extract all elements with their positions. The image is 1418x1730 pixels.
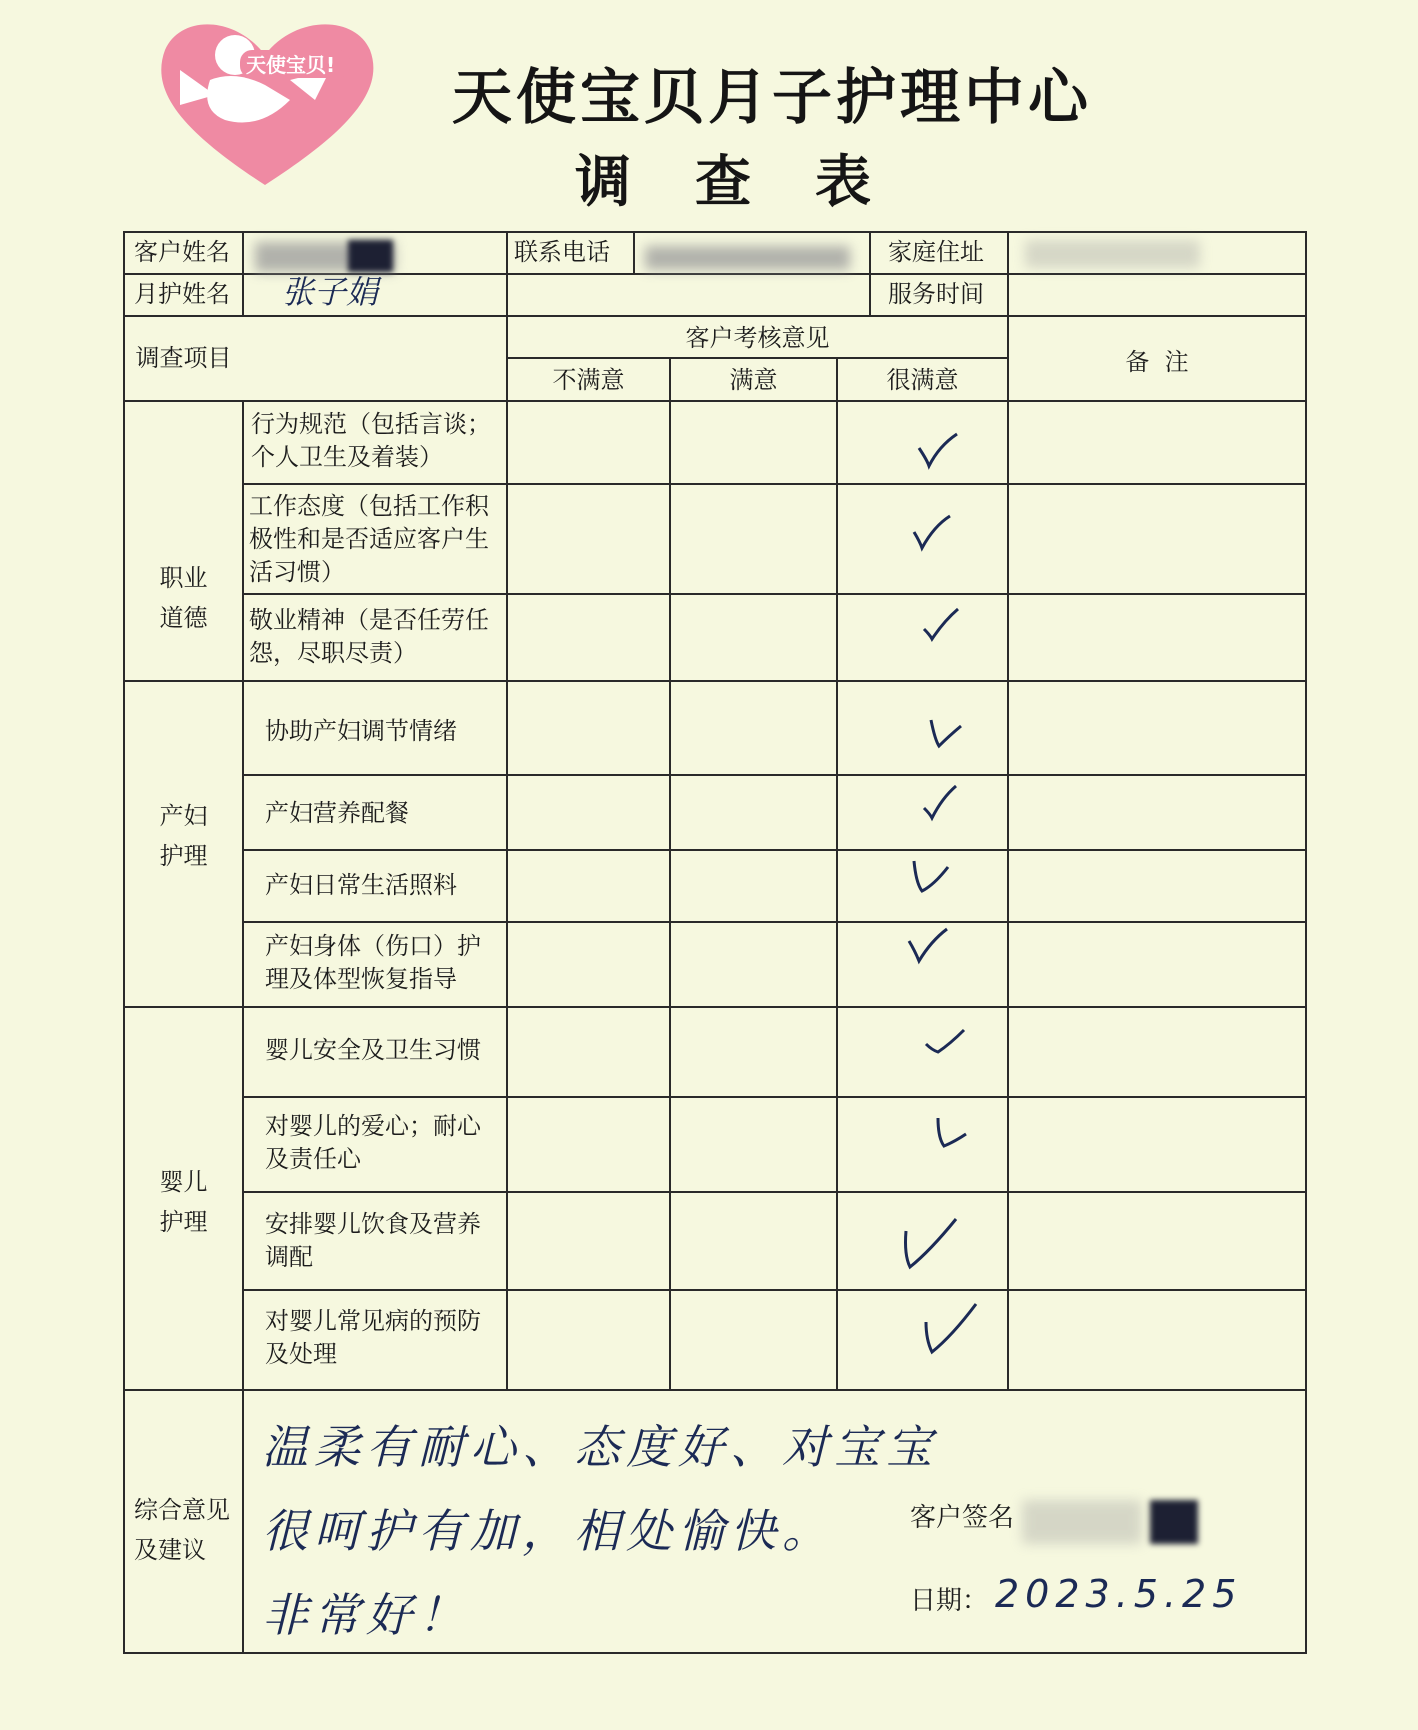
redacted-signature <box>1022 1500 1142 1544</box>
check-mark-icon <box>920 1300 980 1356</box>
check-mark-icon <box>910 512 956 552</box>
rating-satisfied: 满意 <box>729 366 778 394</box>
phone-label: 联系电话 <box>514 238 610 266</box>
nurse-name-value: 张子娟 <box>282 273 379 311</box>
date-value: 2023.5.25 <box>995 1572 1243 1616</box>
redacted-mark <box>1150 1500 1198 1544</box>
summary-handwriting: 温柔有耐心、态度好、对宝宝 很呵护有加，相处愉快。 非常好！ <box>262 1420 938 1642</box>
customer-name-label: 客户姓名 <box>134 238 230 266</box>
logo-text: 天使宝贝! <box>246 53 336 77</box>
check-mark-icon <box>925 712 971 752</box>
redacted-address <box>1025 240 1200 268</box>
category-maternal-care: 产妇 护理 <box>159 802 208 870</box>
check-mark-icon <box>900 1215 960 1271</box>
list-item: 协助产妇调节情绪 <box>265 717 457 745</box>
list-item: 行为规范（包括言谈； 个人卫生及着装） <box>251 410 491 471</box>
signature-label: 客户签名 <box>910 1503 1015 1533</box>
rating-dissatisfied: 不满意 <box>552 366 625 394</box>
list-item: 安排婴儿饮食及营养 调配 <box>265 1210 481 1271</box>
date-label: 日期： <box>910 1586 989 1616</box>
list-item: 产妇营养配餐 <box>265 799 409 827</box>
list-item: 产妇日常生活照料 <box>265 871 457 899</box>
address-label: 家庭住址 <box>888 238 984 266</box>
check-mark-icon <box>920 782 966 822</box>
list-item: 产妇身体（伤口）护 理及体型恢复指导 <box>265 932 481 993</box>
list-item: 敬业精神（是否任劳任 怨，尽职尽责） <box>249 606 489 667</box>
nurse-name-label: 月护姓名 <box>134 280 230 308</box>
page-subtitle: 调 查 表 <box>575 150 871 215</box>
remarks-label: 备 注 <box>1125 348 1189 376</box>
list-item: 对婴儿常见病的预防 及处理 <box>265 1307 481 1368</box>
page-title: 天使宝贝月子护理中心 <box>452 63 1092 133</box>
redacted-phone <box>645 246 850 270</box>
check-mark-icon <box>920 605 966 645</box>
list-item: 婴儿安全及卫生习惯 <box>265 1036 481 1064</box>
check-mark-icon <box>908 855 954 895</box>
check-mark-icon <box>915 430 961 470</box>
summary-label: 综合意见 及建议 <box>134 1496 230 1564</box>
service-time-label: 服务时间 <box>888 280 984 308</box>
check-mark-icon <box>930 1112 976 1152</box>
category-infant-care: 婴儿 护理 <box>159 1168 208 1236</box>
check-mark-icon <box>905 925 951 965</box>
customer-opinion-label: 客户考核意见 <box>685 324 830 352</box>
list-item: 工作态度（包括工作积 极性和是否适应客户生 活习惯） <box>249 492 489 586</box>
redacted-mark <box>348 240 393 272</box>
survey-item-label: 调查项目 <box>135 344 232 372</box>
check-mark-icon <box>922 1020 968 1060</box>
category-professional-ethics: 职业 道德 <box>159 564 208 632</box>
rating-very-satisfied: 很满意 <box>886 366 959 394</box>
list-item: 对婴儿的爱心；耐心 及责任心 <box>265 1112 481 1173</box>
